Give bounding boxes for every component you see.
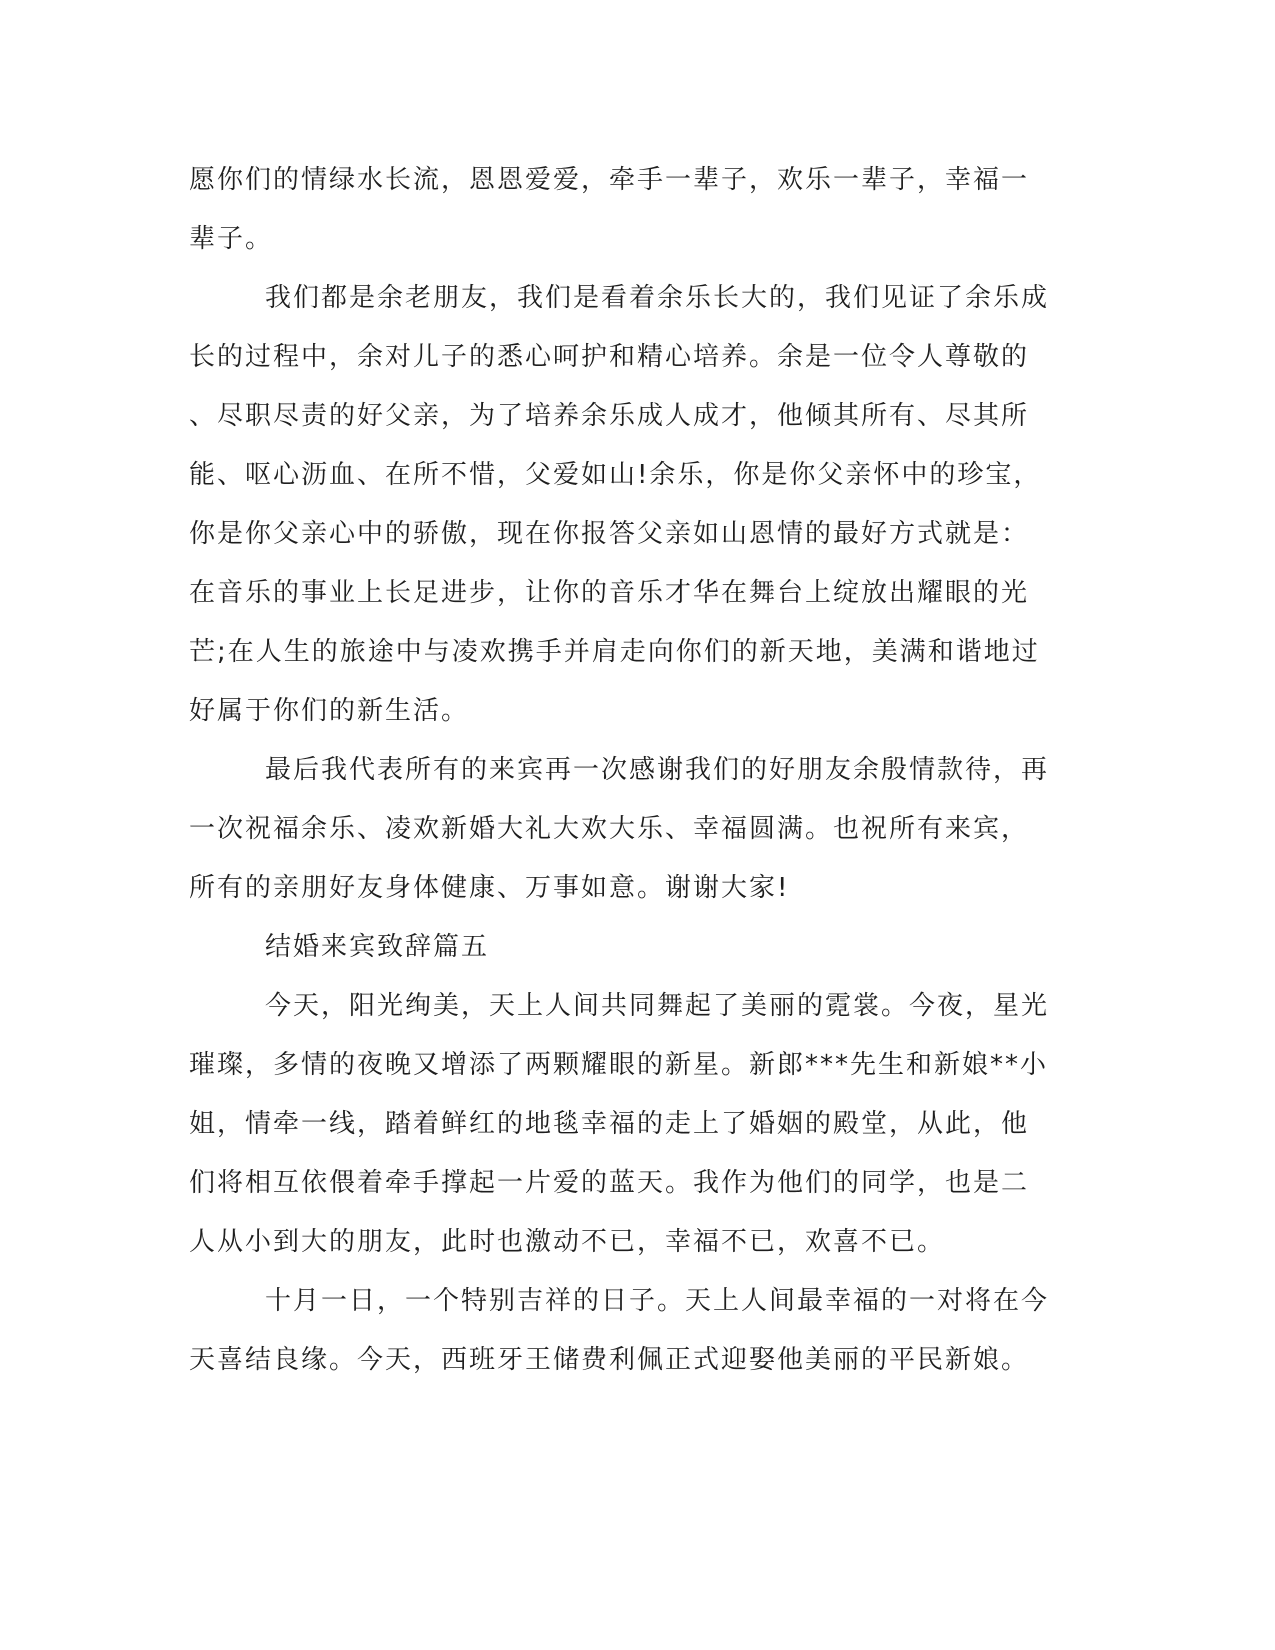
paragraph-2-line-7: 芒;在人生的旅途中与凌欢携手并肩走向你们的新天地，美满和谐地过 xyxy=(189,637,1040,667)
paragraph-3-line-1: 最后我代表所有的来宾再一次感谢我们的好朋友余殷情款待，再 xyxy=(265,755,1050,785)
paragraph-2-line-6: 在音乐的事业上长足进步，让你的音乐才华在舞台上绽放出耀眼的光 xyxy=(189,578,1030,608)
paragraph-2-line-3: 、尽职尽责的好父亲，为了培养余乐成人成才，他倾其所有、尽其所 xyxy=(189,401,1030,431)
paragraph-4-line-5: 人从小到大的朋友，此时也激动不已，幸福不已，欢喜不已。 xyxy=(189,1227,946,1257)
paragraph-2-line-1: 我们都是余老朋友，我们是看着余乐长大的，我们见证了余乐成 xyxy=(265,283,1050,313)
paragraph-4-line-4: 们将相互依偎着牵手撑起一片爱的蓝天。我作为他们的同学，也是二 xyxy=(189,1168,1030,1198)
paragraph-3-line-3: 所有的亲朋好友身体健康、万事如意。谢谢大家! xyxy=(189,873,790,903)
text-line-1: 愿你们的情绿水长流，恩恩爱爱，牵手一辈子，欢乐一辈子，幸福一 xyxy=(189,165,1030,195)
paragraph-2-line-8: 好属于你们的新生活。 xyxy=(189,696,470,726)
paragraph-2-line-2: 长的过程中，余对儿子的悉心呵护和精心培养。余是一位令人尊敬的 xyxy=(189,342,1030,372)
paragraph-2-line-5: 你是你父亲心中的骄傲，现在你报答父亲如山恩情的最好方式就是： xyxy=(189,519,1030,549)
paragraph-4-line-2: 璀璨，多情的夜晚又增添了两颗耀眼的新星。新郎***先生和新娘**小 xyxy=(189,1050,1049,1080)
paragraph-2-line-4: 能、呕心沥血、在所不惜，父爱如山!余乐，你是你父亲怀中的珍宝， xyxy=(189,460,1042,490)
text-line-2: 辈子。 xyxy=(189,224,274,254)
paragraph-5-line-2: 天喜结良缘。今天，西班牙王储费利佩正式迎娶他美丽的平民新娘。 xyxy=(189,1345,1030,1375)
paragraph-4-line-1: 今天，阳光绚美，天上人间共同舞起了美丽的霓裳。今夜，星光 xyxy=(265,991,1050,1021)
section-heading: 结婚来宾致辞篇五 xyxy=(265,932,490,962)
paragraph-3-line-2: 一次祝福余乐、凌欢新婚大礼大欢大乐、幸福圆满。也祝所有来宾， xyxy=(189,814,1030,844)
paragraph-4-line-3: 姐，情牵一线，踏着鲜红的地毯幸福的走上了婚姻的殿堂，从此，他 xyxy=(189,1109,1030,1139)
paragraph-5-line-1: 十月一日，一个特别吉祥的日子。天上人间最幸福的一对将在今 xyxy=(265,1286,1050,1316)
